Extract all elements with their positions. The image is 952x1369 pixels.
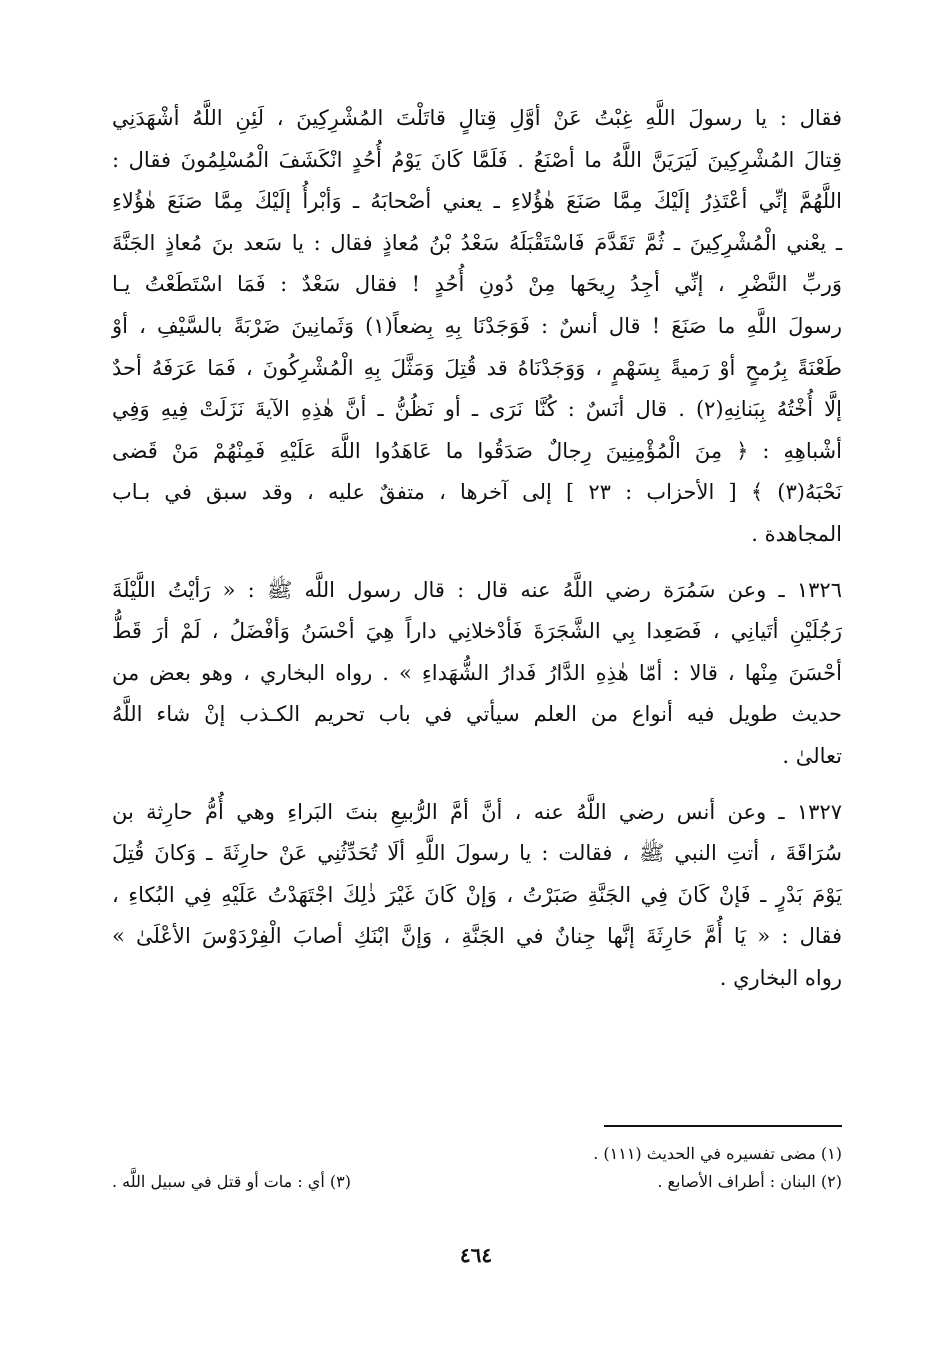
paragraph-gap bbox=[112, 778, 842, 792]
text-line: المجاهدة . bbox=[751, 521, 842, 546]
body-text bbox=[112, 98, 842, 999]
footnote-2: (٢) البنان : أطراف الأصابع . bbox=[657, 1172, 842, 1191]
footnote-3: (٣) أي : مات أو قتل في سبيل اللَّه . bbox=[112, 1172, 351, 1191]
text-line: نَحْبَهُ(٣) ﴾ [ الأحزاب : ٢٣ ] إلى آخرها ، متفقٌ عليه ، وقد سبق في بـاب bbox=[112, 480, 842, 505]
text-line: يَوْمَ بَدْرٍ ـ فَإنْ كَانَ فِي الجَنَّةِ صَبَرْتُ ، وَإنْ كَانَ غَيْرَ ذٰلِكَ اجْتَهَدْتُ عَلَيْهِ فِي البُكاءِ ، bbox=[112, 882, 842, 907]
page-number: ٤٦٤ bbox=[459, 1243, 493, 1267]
text-line: رَجُلَيْنِ أتَيانِي ، فَصَعِدا بِي الشَّجَرَةَ فَأدْخلانِي داراً هِيَ أحْسَنُ وَأفْضَلُ ، لَمْ أرَ قَطُّ bbox=[112, 619, 842, 644]
footnote-row bbox=[112, 1168, 842, 1196]
text-line: قِتالَ المُشْرِكِينَ لَيَرَيَنَّ اللَّهُ ما أصْنَعُ . فَلَمَّا كَانَ يَوْمُ أُحُدٍ انْكَشَفَ الْمُسْلِمُونَ فقال : bbox=[112, 147, 842, 172]
text-line: رواه البخاري . bbox=[719, 965, 842, 990]
footnotes bbox=[112, 1140, 842, 1196]
text-line: ١٣٢٦ ـ وعن سَمُرَة رضي اللَّهُ عنه قال : قال رسول اللَّه ﷺ : « رَأيْتُ اللَّيْلَةَ bbox=[112, 577, 842, 602]
paragraph-1 bbox=[112, 98, 842, 556]
text-line: رسولَ اللَّهِ ما صَنَعَ ! قال أنسٌ : فَوَجَدْنَا بِهِ بِضعاً(١) وَثَمانِينَ ضَرْبَةً بالسَّيْفِ ، أوْ bbox=[112, 313, 842, 338]
text-line: حديث طويل فيه أنواع من العلم سيأتي في باب تحريم الكـذب إنْ شاء اللَّهُ bbox=[112, 702, 842, 727]
text-line: فقال : « يَا أُمَّ حَارِثَةَ إنَّها جِنانٌ في الجَنَّةِ ، وَإنَّ ابْنَكِ أصابَ الْفِرْدَوْسَ الأعْلَىٰ » bbox=[112, 924, 842, 949]
footnote-1: (١) مضى تفسيره في الحديث (١١١) . bbox=[593, 1144, 842, 1163]
text-line: أشْباهِهِ : ﴿ مِنَ الْمُؤْمِنِينَ رِجالٌ صَدَقُوا ما عَاهَدُوا اللَّهَ عَلَيْهِ فَمِنْهُمْ مَنْ قَضى bbox=[112, 438, 842, 463]
hadith-1327 bbox=[112, 792, 842, 1000]
text-line: إلَّا أُخْتُهُ بِبَنانِهِ(٢) . قال أنَسٌ : كُنَّا نَرَى ـ أو نَظُنُّ ـ أنَّ هٰذِهِ الآيةَ نَزَلَتْ فِيهِ وَفِي bbox=[112, 397, 842, 422]
text-line: سُرَاقَةَ ، أتتِ النبي ﷺ ، فقالت : يا رسولَ اللَّهِ ألَا تُحَدِّثُنِي عَنْ حارِثَةَ ـ وَكانَ قُتِلَ bbox=[112, 841, 842, 866]
text-line: فقال : يا رسولَ اللَّهِ غِبْتُ عَنْ أوَّلِ قِتالٍ قاتَلْتَ المُشْرِكِينَ ، لَئِنِ اللَّهُ أشْهَدَنِي bbox=[112, 106, 842, 130]
text-line: طَعْنَةً بِرُمحٍ أوْ رَميةً بِسَهْمٍ ، وَوَجَدْنَاهُ قد قُتِلَ وَمَثَّلَ بِهِ الْمُشْرِكُونَ ، فَمَا عَرَفَهُ أحدٌ bbox=[112, 355, 842, 380]
text-line: تعالىٰ . bbox=[782, 743, 842, 768]
text-line: ـ يعْني الْمُشْرِكِينَ ـ ثُمَّ تَقَدَّمَ فَاسْتَقْبَلَهُ سَعْدُ بْنُ مُعاذٍ فقال : يا سَعد بنَ مُعاذٍ الجَنَّةَ bbox=[112, 230, 842, 255]
footnote-separator bbox=[604, 1125, 842, 1127]
footnote-row bbox=[112, 1140, 842, 1168]
paragraph-gap bbox=[112, 556, 842, 570]
text-line: وَربِّ النَّضْرِ ، إنِّي أجِدُ رِيحَها مِنْ دُونِ أُحُدٍ ! فقال سَعْدٌ : فَمَا اسْتَطَعْتُ يـا bbox=[112, 272, 842, 297]
text-line: أحْسَنَ مِنْها ، قالا : أمّا هٰذِهِ الدَّارُ فَدارُ الشُّهَداءِ » . رواه البخاري ، وهو بعض من bbox=[112, 660, 842, 685]
text-line: اللَّهُمَّ إنِّي أعْتَذِرُ إلَيْكَ مِمَّا صَنَعَ هٰؤُلاءِ ـ يعني أصْحابَهُ ـ وَأبْرأُ إلَيْكَ مِمَّا صَنَعَ هٰؤُلاءِ bbox=[112, 189, 842, 214]
hadith-1326 bbox=[112, 570, 842, 778]
text-line: ١٣٢٧ ـ وعن أنس رضي اللَّهُ عنه ، أنَّ أمَّ الرُّبيعِ بنتَ البَراءِ وهي أُمُّ حارِثة بن bbox=[112, 799, 842, 824]
